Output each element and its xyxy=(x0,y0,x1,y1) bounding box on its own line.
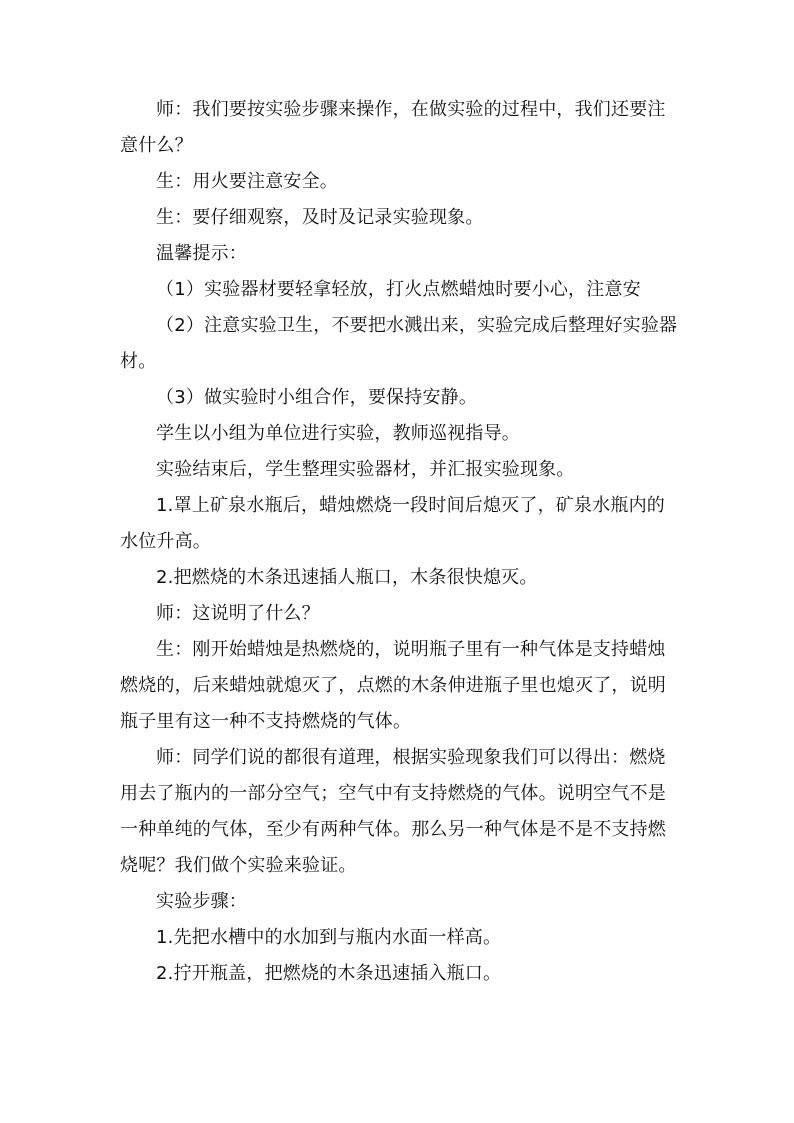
paragraph-tip-2: （2）注意实验卫生，不要把水溅出来，实验完成后整理好实验器材。 xyxy=(120,315,678,372)
paragraph-steps-heading: 实验步骤： xyxy=(156,891,247,912)
paragraph-experiment-start: 学生以小组为单位进行实验，教师巡视指导。 xyxy=(156,423,520,444)
paragraph-student-explanation: 生：刚开始蜡烛是热燃烧的，说明瓶子里有一种气体是支持蜡烛燃烧的，后来蜡烛就熄灭了，点燃的木条伸进瓶子里也熄灭了，说明瓶子里有这一种不支持燃烧的气体。 xyxy=(120,639,666,732)
paragraph-experiment-end: 实验结束后，学生整理实验器材，并汇报实验现象。 xyxy=(156,459,575,480)
paragraph-student-answer-2: 生：要仔细观察，及时及记录实验现象。 xyxy=(156,207,484,228)
paragraph-observation-2: 2.把燃烧的木条迅速插人瓶口，木条很快熄灭。 xyxy=(156,567,538,588)
paragraph-teacher-summary: 师：同学们说的都很有道理，根据实验现象我们可以得出：燃烧用去了瓶内的一部分空气；空气中有支持燃烧的气体。说明空气不是一种单纯的气体，至少有两种气体。那么另一种气体是不是不支持燃烧呢？我们做个实验来验证。 xyxy=(120,747,666,876)
paragraph-tip-3: （3）做实验时小组合作，要保持安静。 xyxy=(156,387,478,408)
document-body xyxy=(120,92,680,992)
paragraph-student-answer-1: 生：用火要注意安全。 xyxy=(156,171,338,192)
paragraph-step-1: 1.先把水槽中的水加到与瓶内水面一样高。 xyxy=(156,927,502,948)
paragraph-teacher-question: 师：我们要按实验步骤来操作，在做实验的过程中，我们还要注意什么？ xyxy=(120,99,666,156)
paragraph-observation-1: 1.罩上矿泉水瓶后，蜡烛燃烧一段时间后熄灭了，矿泉水瓶内的水位升高。 xyxy=(120,495,665,552)
paragraph-step-2: 2.拧开瓶盖，把燃烧的木条迅速插入瓶口。 xyxy=(156,963,502,984)
paragraph-tip-1: （1）实验器材要轻拿轻放，打火点燃蜡烛时要小心，注意安 xyxy=(156,279,641,300)
paragraph-teacher-question-2: 师：这说明了什么？ xyxy=(156,603,320,624)
paragraph-tips-heading: 温馨提示： xyxy=(156,243,247,264)
